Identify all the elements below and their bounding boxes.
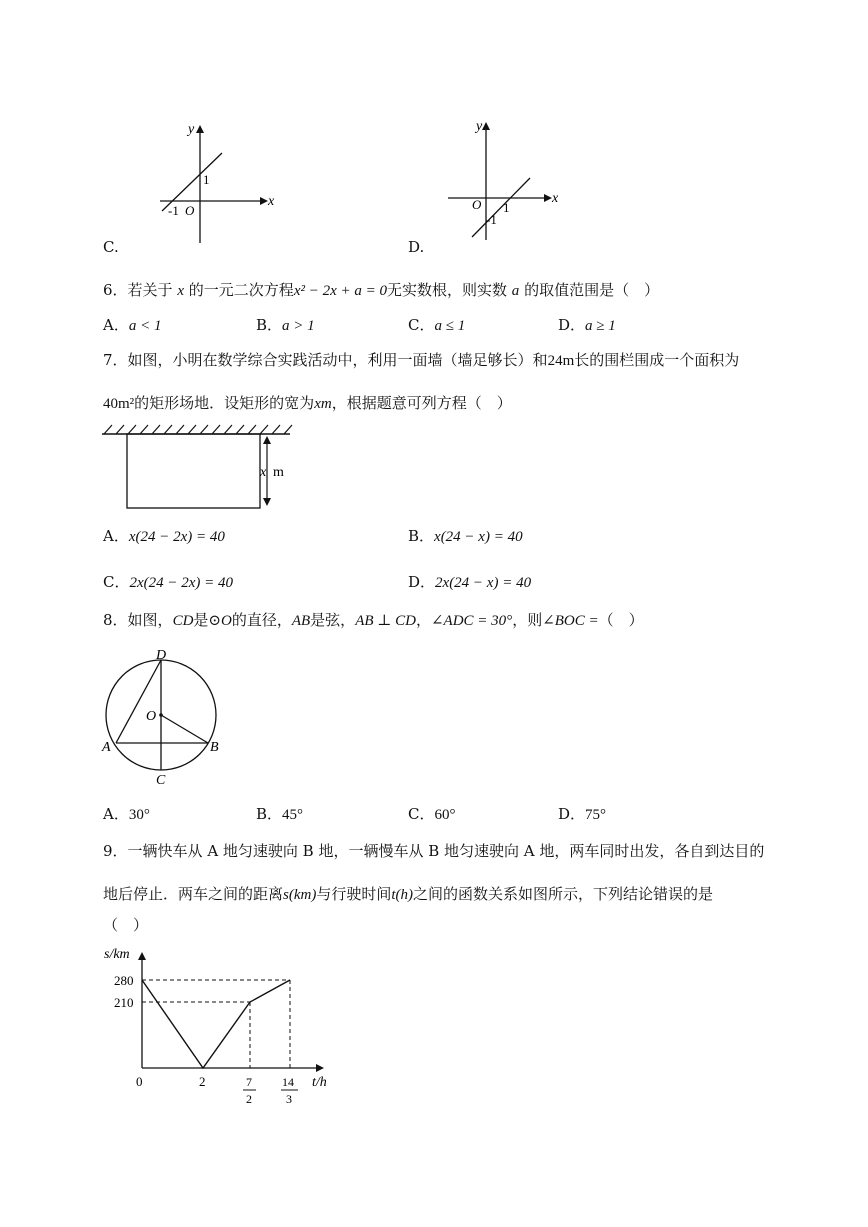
stem-text: 的取值范围是（ ） [524, 281, 660, 299]
question-7-line1 [103, 350, 739, 371]
circle-figure [98, 645, 228, 785]
x-intercept-label: -1 [168, 203, 179, 218]
stem-text: 是弦， [310, 611, 356, 629]
stem-text: 若关于 [127, 281, 173, 299]
option-d-label: D. [408, 238, 425, 256]
q8-option-a[interactable]: A．30° [103, 805, 150, 823]
q6-option-c[interactable]: C．a ≤ 1 [408, 316, 466, 334]
point-c-label: C [156, 773, 166, 785]
q6-option-b[interactable]: B．a > 1 [256, 316, 315, 334]
q7-option-c[interactable]: C．2x(24 − 2x) = 40 [103, 573, 234, 591]
stem-text: 的一元二次方程 [188, 281, 294, 299]
point-b-label: B [210, 740, 219, 755]
axis-y-label: y [188, 122, 195, 137]
y-intercept-label: 1 [203, 172, 210, 187]
origin-label: 0 [136, 1074, 143, 1089]
point-a-label: A [102, 740, 111, 755]
stem-text: 是 [193, 611, 209, 629]
tick-210: 210 [114, 995, 134, 1010]
q8-option-c[interactable]: C．60° [408, 805, 456, 823]
tick-2: 2 [199, 1074, 206, 1089]
stem-text: 之间的函数关系如图所示，下列结论错误的是 [413, 885, 714, 903]
x-intercept-label: 1 [503, 200, 510, 215]
stem-text: ，则 [512, 611, 543, 629]
width-label: x [260, 465, 267, 480]
stem-text: 如图， [127, 611, 173, 629]
stem-text: 与行驶时间 [316, 885, 392, 903]
question-8-stem [103, 610, 644, 631]
question-9-line3: （ ） [103, 916, 149, 934]
question-6-stem [103, 280, 659, 301]
question-9-line1 [103, 841, 764, 861]
axis-x-label: x [268, 194, 275, 209]
origin-label: O [472, 197, 482, 212]
question-number: 8． [103, 611, 128, 629]
x-axis-label: t/h [312, 1075, 327, 1090]
axis-y-label: y [476, 119, 483, 134]
q6-option-d[interactable]: D．a ≥ 1 [558, 316, 616, 334]
tick-14-3-denominator: 3 [286, 1092, 292, 1106]
tick-280: 280 [114, 973, 134, 988]
q8-option-d[interactable]: D．75° [558, 805, 607, 823]
circle-o: ⊙O [208, 613, 232, 629]
q7-option-d[interactable]: D．2x(24 − x) = 40 [408, 573, 532, 591]
rectangle-wall-figure [100, 420, 300, 515]
question-number: 6． [103, 281, 128, 299]
distance-time-graph [98, 940, 338, 1110]
q8-option-b[interactable]: B．45° [256, 805, 304, 823]
point-d-label: D [156, 648, 167, 663]
option-c-graph [150, 115, 290, 245]
stem-text: （ ） [598, 611, 644, 629]
fence-length: 24m [547, 353, 575, 369]
stem-text: ， [415, 611, 431, 629]
axis-x-label: x [552, 191, 559, 206]
option-c-label: C. [103, 238, 119, 256]
y-intercept-label: -1 [486, 212, 497, 227]
stem-text: 一辆快车从 A 地匀速驶向 B 地，一辆慢车从 B 地匀速驶向 A 地，两车同时出发，各自到达目的 [127, 842, 765, 860]
stem-text: 无实数根，则实数 [387, 281, 508, 299]
q7-option-b[interactable]: B．x(24 − x) = 40 [408, 527, 523, 545]
stem-text: ，根据题意可列方程（ ） [331, 394, 512, 412]
angle-adc: ∠ADC = 30° [430, 613, 513, 629]
variable-a: a [511, 283, 520, 299]
stem-text: 如图，小明在数学综合实践活动中，利用一面墙（墙足够长）和 [127, 351, 548, 369]
stem-text: 的矩形场地．设矩形的宽为 [134, 394, 315, 412]
option-d-graph [440, 112, 580, 242]
tick-7-2-denominator: 2 [246, 1092, 252, 1106]
question-number: 9． [103, 842, 128, 860]
q7-option-a[interactable]: A．x(24 − 2x) = 40 [103, 527, 225, 545]
unit-label: m [273, 465, 284, 480]
q6-option-a[interactable]: A．a < 1 [103, 316, 162, 334]
point-o-label: O [146, 709, 157, 724]
stem-text: 的直径， [231, 611, 292, 629]
origin-label: O [185, 203, 195, 218]
stem-text: 地后停止．两车之间的距离 [103, 885, 284, 903]
field-area: 40m² [103, 396, 135, 412]
y-axis-label: s/km [104, 947, 130, 962]
question-number: 7． [103, 351, 128, 369]
equation: x² − 2x + a = 0 [293, 283, 387, 299]
stem-text: 长的围栏围成一个面积为 [574, 351, 740, 369]
variable-x: x [177, 283, 185, 299]
perpendicular: AB ⊥ CD [355, 613, 416, 629]
distance-variable: s(km) [283, 887, 317, 903]
segment-cd: CD [172, 613, 194, 629]
question-7-line2 [103, 393, 512, 414]
segment-ab: AB [291, 613, 311, 629]
tick-14-3-numerator: 14 [282, 1075, 294, 1089]
width-variable: xm [314, 396, 332, 412]
question-9-line2 [103, 884, 713, 905]
tick-7-2-numerator: 7 [246, 1075, 252, 1089]
time-variable: t(h) [391, 887, 414, 903]
angle-boc: ∠BOC = [542, 613, 599, 629]
